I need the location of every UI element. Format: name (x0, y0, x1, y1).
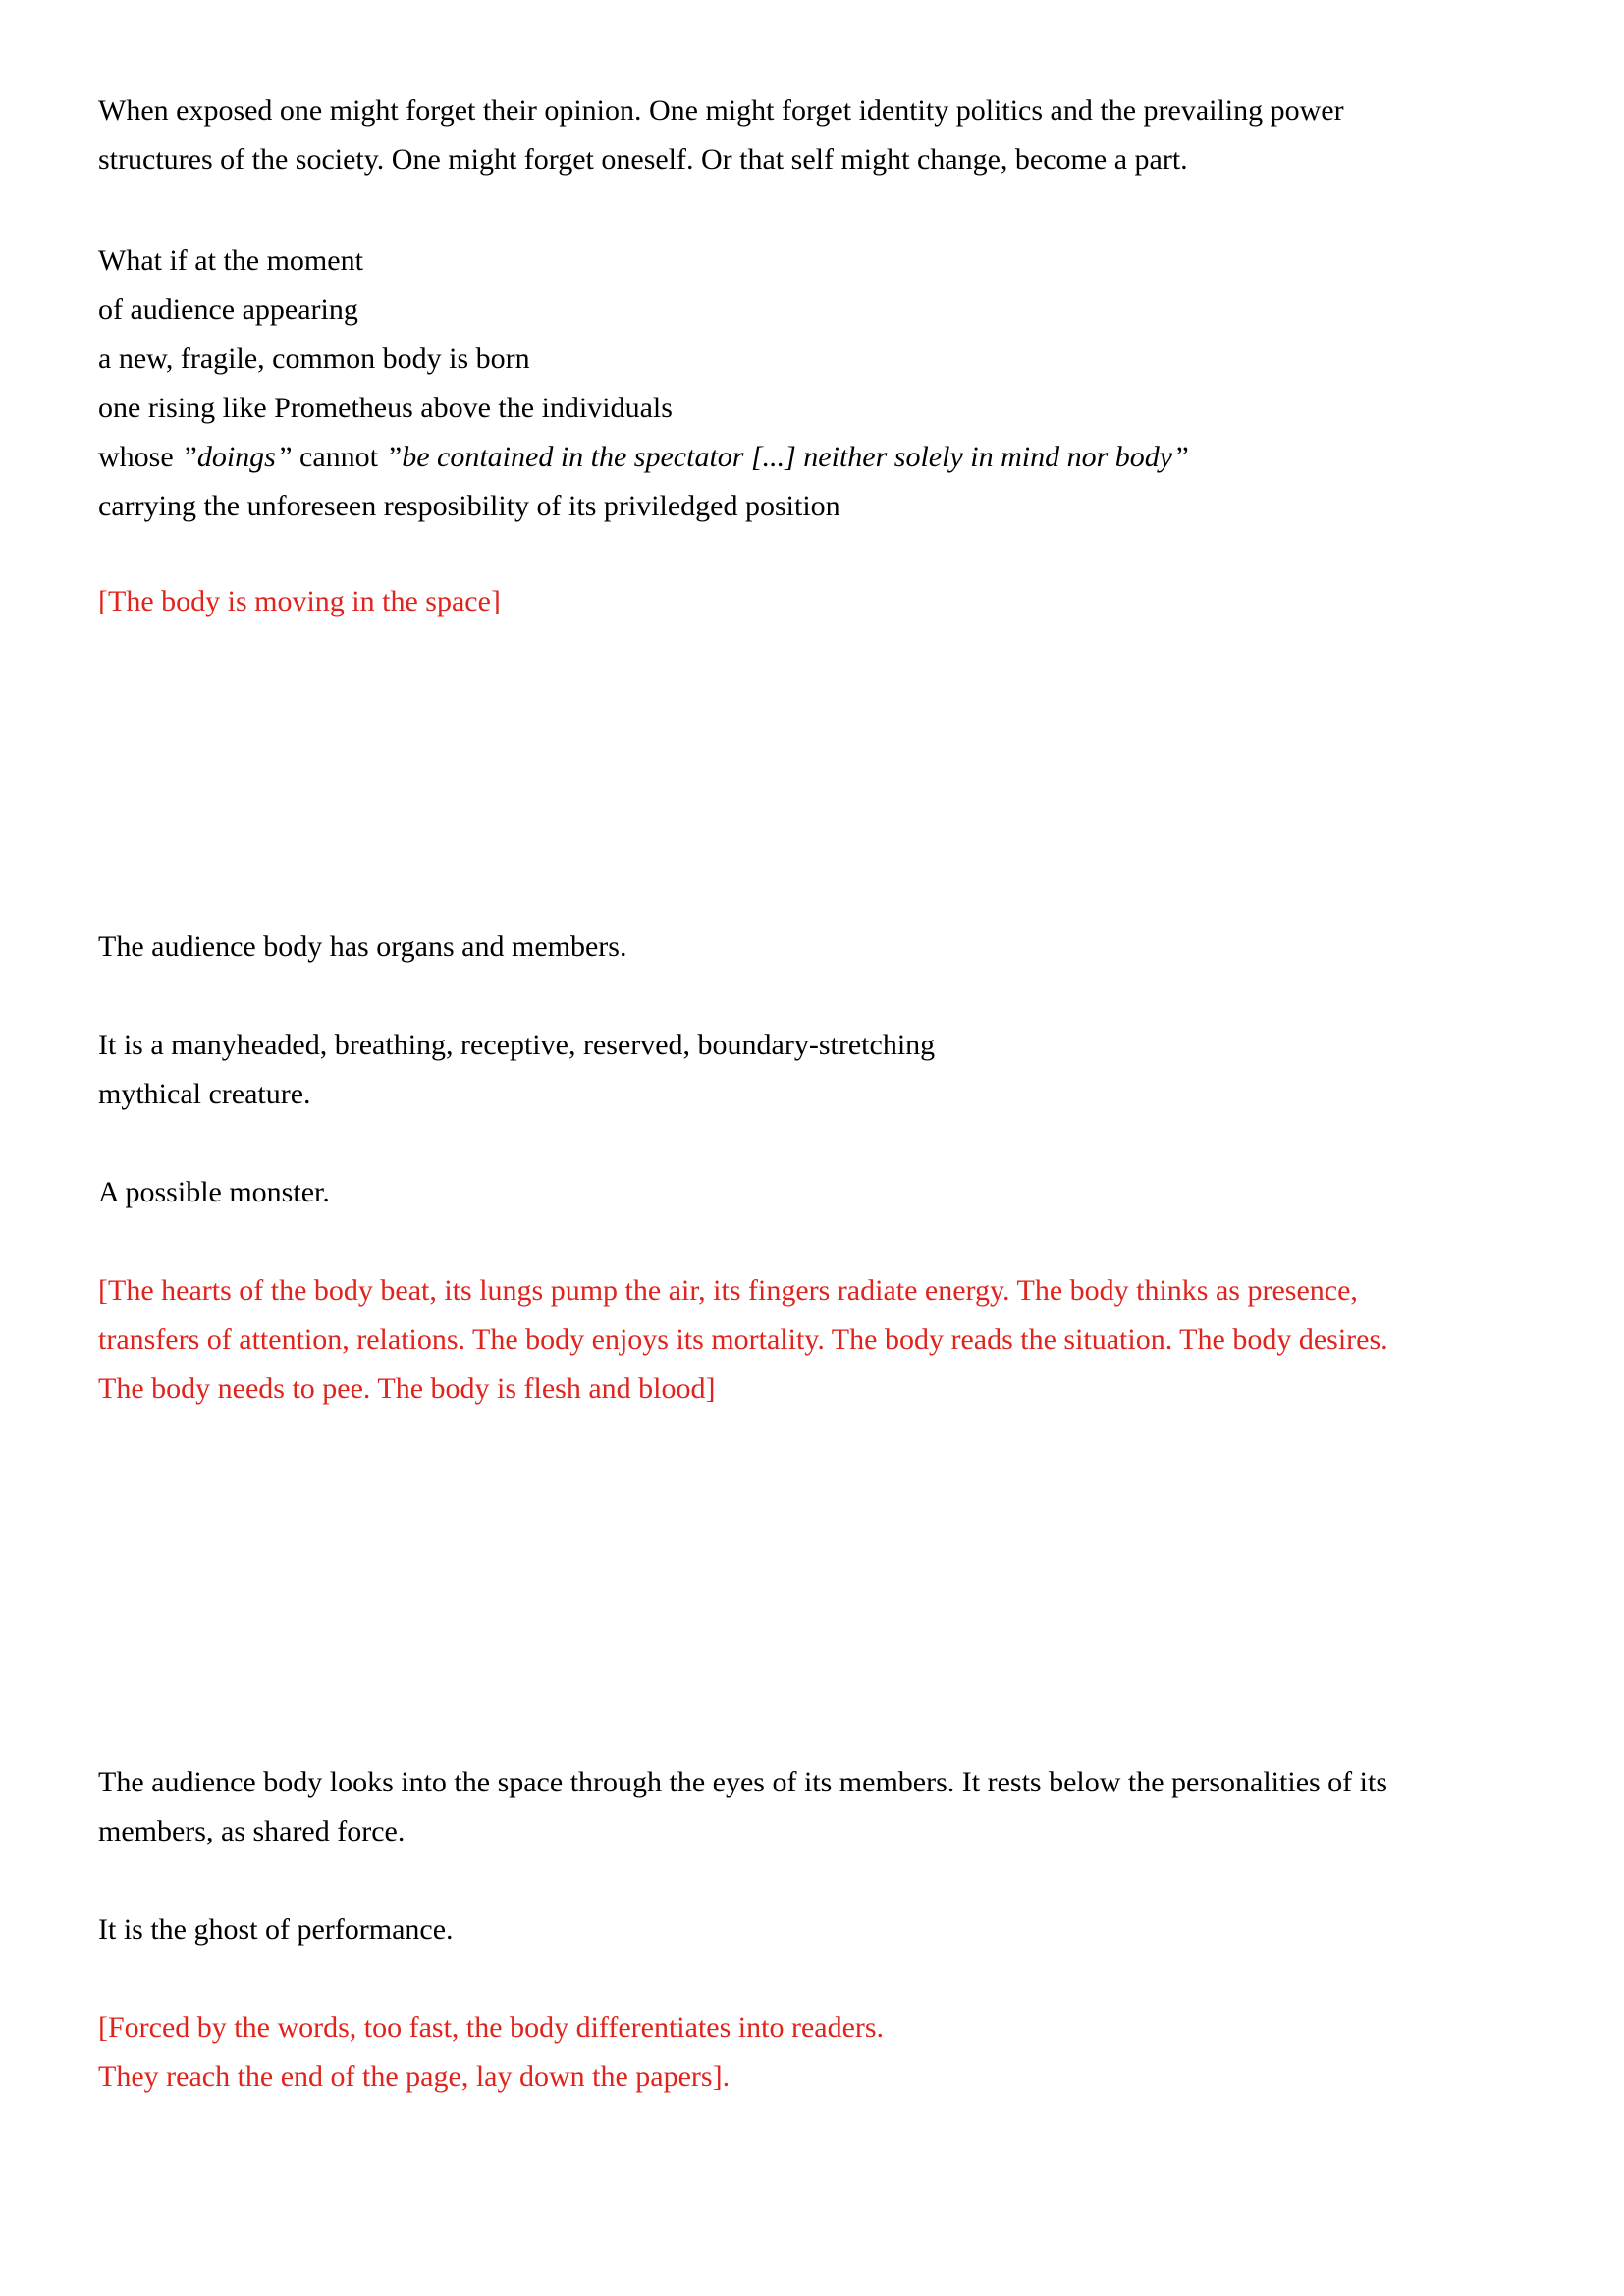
text-line: one rising like Prometheus above the individuals (98, 392, 673, 424)
text-line: structures of the society. One might forget oneself. Or that self might change, become a part. (98, 143, 1188, 176)
text-line: transfers of attention, relations. The body enjoys its mortality. The body reads the situation. The body desires. (98, 1323, 1388, 1356)
text-line: mythical creature. (98, 1078, 311, 1110)
text-line: of audience appearing (98, 294, 358, 326)
text-line: carrying the unforeseen resposibility of its priviledged position (98, 490, 840, 522)
text-line: members, as shared force. (98, 1815, 406, 1847)
paragraph-ghost-performance (98, 1905, 1546, 1954)
text-line: [The hearts of the body beat, its lungs pump the air, its fingers radiate energy. The body thinks as presence, (98, 1274, 1358, 1307)
text-line: When exposed one might forget their opinion. One might forget identity politics and the prevailing power (98, 94, 1344, 127)
stage-direction-readers (98, 2003, 1546, 2102)
plain-text: cannot (292, 441, 386, 473)
text-line: It is a manyheaded, breathing, receptive, reserved, boundary-stretching (98, 1029, 936, 1061)
stage-direction-moving (98, 577, 1546, 626)
text-line: A possible monster. (98, 1176, 330, 1208)
text-line-with-quotes (98, 433, 1546, 482)
text-line: The audience body looks into the space through the eyes of its members. It rests below the personalities of its (98, 1766, 1388, 1798)
text-line: It is the ghost of performance. (98, 1913, 454, 1946)
plain-text: whose (98, 441, 182, 473)
text-line: [Forced by the words, too fast, the body differentiates into readers. (98, 2011, 885, 2044)
paragraph-monster (98, 1168, 1546, 1217)
paragraph-intro (98, 86, 1546, 185)
stanza-audience-appearing (98, 237, 1546, 531)
text-line: They reach the end of the page, lay down the papers]. (98, 2060, 731, 2093)
quoted-citation: ”be contained in the spectator [...] neither solely in mind nor body” (385, 441, 1189, 473)
text-line: [The body is moving in the space] (98, 585, 501, 617)
paragraph-ghost-eyes (98, 1758, 1546, 1856)
text-line: What if at the moment (98, 244, 363, 277)
text-line: a new, fragile, common body is born (98, 343, 530, 375)
paragraph-organs (98, 923, 1546, 972)
text-line: The audience body has organs and members. (98, 931, 627, 963)
quoted-term: ”doings” (181, 441, 293, 473)
text-line: The body needs to pee. The body is flesh and blood] (98, 1372, 716, 1405)
stage-direction-body-acts (98, 1266, 1546, 1414)
paragraph-creature (98, 1021, 1546, 1119)
